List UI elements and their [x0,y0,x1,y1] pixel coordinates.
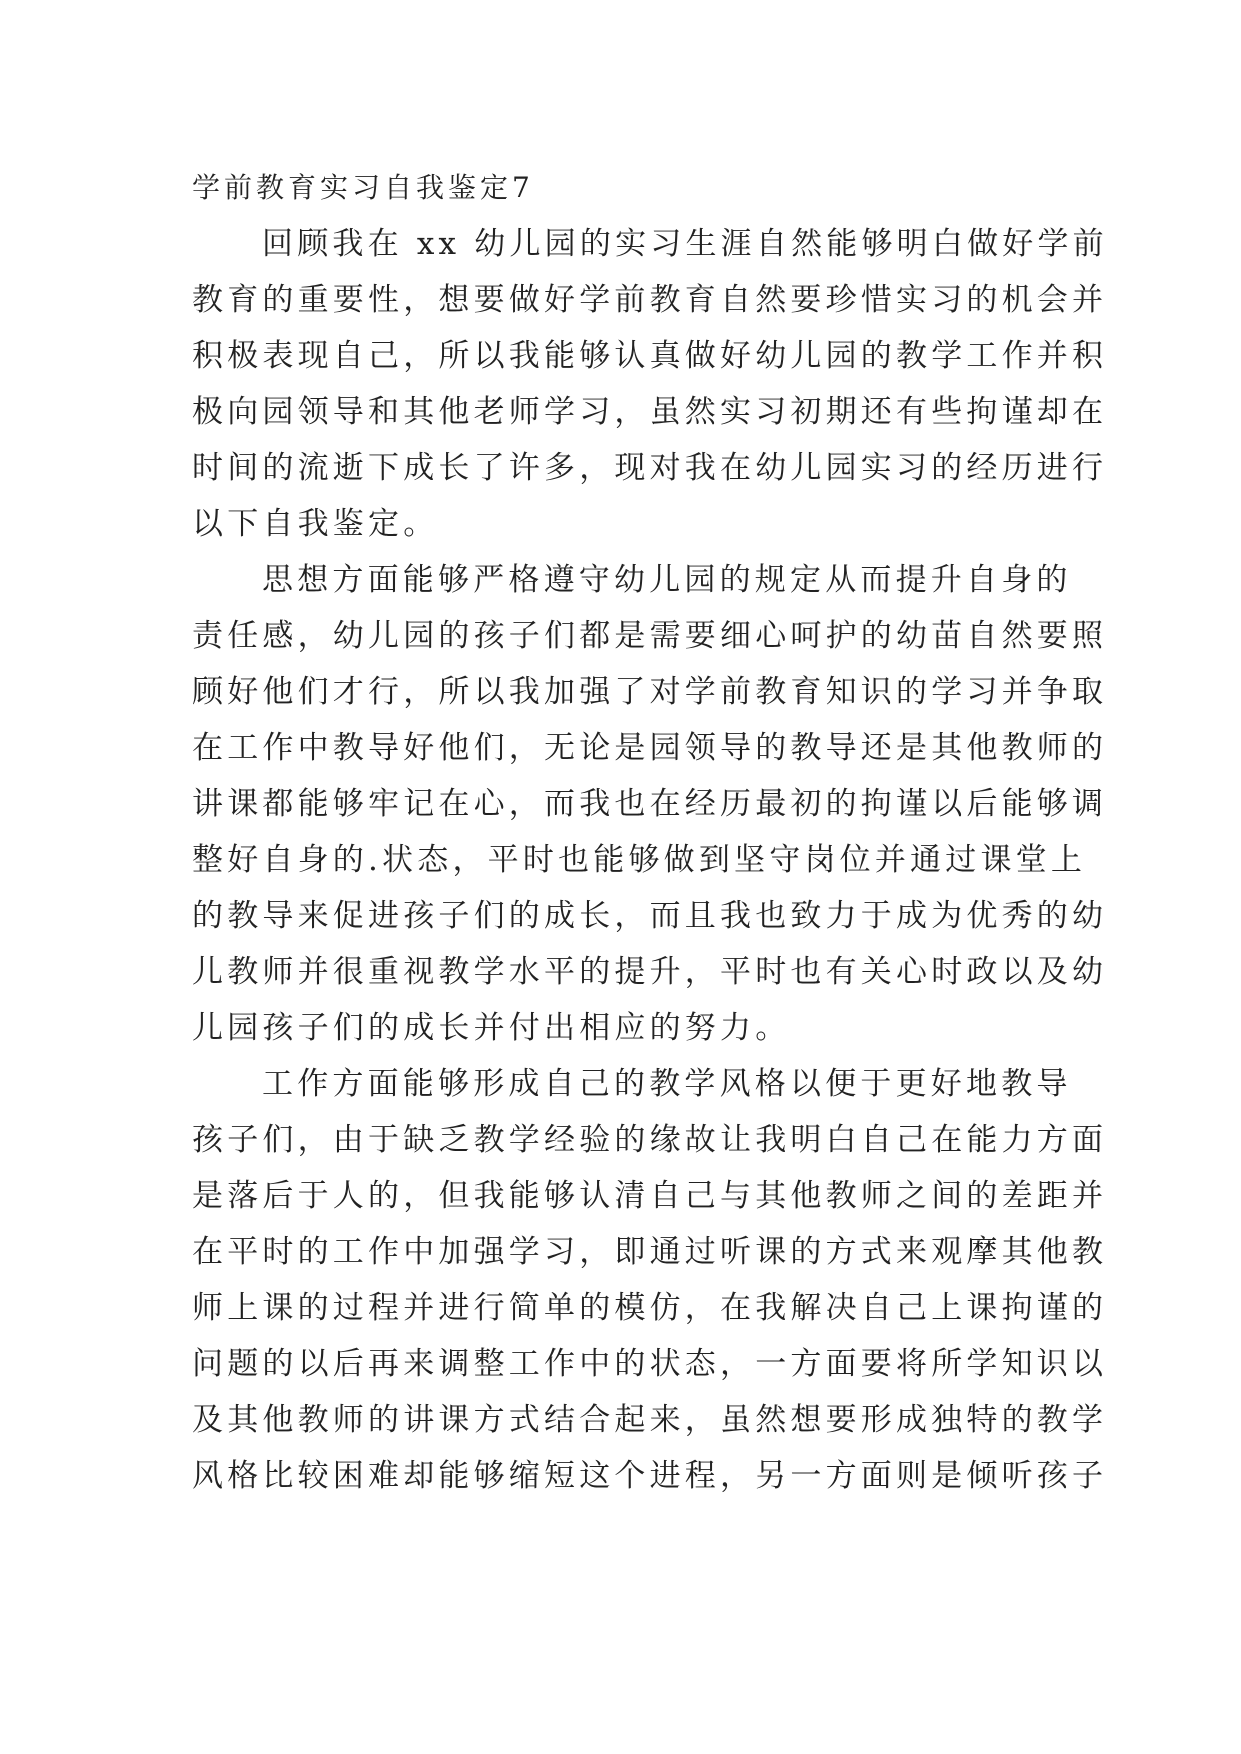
text-line: 是落后于人的，但我能够认清自己与其他教师之间的差距并 [192,1178,1108,1214]
paragraph-work [192,1056,1108,1504]
text-line: 以下自我鉴定。 [192,506,439,542]
text-line: 思想方面能够严格遵守幼儿园的规定从而提升自身的 [262,562,1072,598]
text-line: 时间的流逝下成长了许多，现对我在幼儿园实习的经历进行 [192,450,1108,486]
text-line: 及其他教师的讲课方式结合起来，虽然想要形成独特的教学 [192,1402,1108,1438]
text-line: 师上课的过程并进行简单的模仿，在我解决自己上课拘谨的 [192,1290,1108,1326]
text-line: 讲课都能够牢记在心，而我也在经历最初的拘谨以后能够调 [192,786,1108,822]
paragraph-thought [192,552,1108,1056]
text-line: 在工作中教导好他们，无论是园领导的教导还是其他教师的 [192,730,1108,766]
text-line: 整好自身的.状态，平时也能够做到坚守岗位并通过课堂上 [192,842,1087,878]
text-line: 责任感，幼儿园的孩子们都是需要细心呵护的幼苗自然要照 [192,618,1108,654]
text-line: 风格比较困难却能够缩短这个进程，另一方面则是倾听孩子 [192,1458,1108,1494]
text-line: 孩子们，由于缺乏教学经验的缘故让我明白自己在能力方面 [192,1122,1108,1158]
paragraph-review [192,216,1108,552]
text-line: 问题的以后再来调整工作中的状态，一方面要将所学知识以 [192,1346,1108,1382]
text-line: 教育的重要性，想要做好学前教育自然要珍惜实习的机会并 [192,282,1108,318]
text-line: 回顾我在 xx 幼儿园的实习生涯自然能够明白做好学前 [262,226,1108,262]
document-title: 学前教育实习自我鉴定7 [192,171,534,204]
text-line: 积极表现自己，所以我能够认真做好幼儿园的教学工作并积 [192,338,1108,374]
text-line: 顾好他们才行，所以我加强了对学前教育知识的学习并争取 [192,674,1108,710]
text-line: 在平时的工作中加强学习，即通过听课的方式来观摩其他教 [192,1234,1108,1270]
text-line: 儿教师并很重视教学水平的提升，平时也有关心时政以及幼 [192,954,1108,990]
text-line: 儿园孩子们的成长并付出相应的努力。 [192,1010,791,1046]
document-body [192,216,1108,1504]
text-line: 工作方面能够形成自己的教学风格以便于更好地教导 [262,1066,1072,1102]
text-line: 的教导来促进孩子们的成长，而且我也致力于成为优秀的幼 [192,898,1108,934]
text-line: 极向园领导和其他老师学习，虽然实习初期还有些拘谨却在 [192,394,1108,430]
